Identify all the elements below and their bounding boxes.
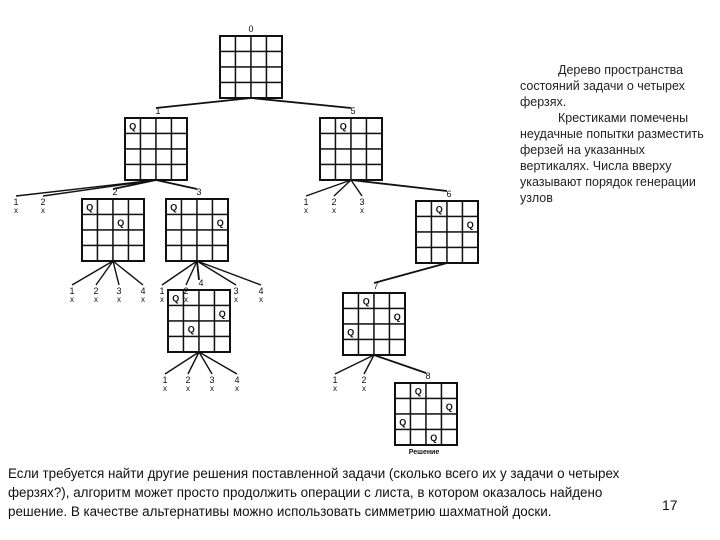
board-cell	[359, 324, 375, 340]
board-cell	[411, 430, 427, 446]
board-cell	[395, 383, 411, 399]
failure-x-mark: x	[117, 295, 121, 304]
board-cell	[82, 230, 98, 246]
failure-x-mark: x	[304, 206, 308, 215]
board-cell	[416, 248, 432, 264]
failure-x-mark: x	[259, 295, 263, 304]
board-cell	[220, 36, 236, 52]
board-cell	[172, 165, 188, 181]
board-node-8	[395, 371, 457, 456]
failure-x-mark: x	[234, 295, 238, 304]
board-cell	[320, 165, 336, 181]
board-cell	[463, 232, 479, 248]
board-cell	[367, 149, 383, 165]
tree-edge-0-5	[251, 98, 351, 108]
board-cell	[236, 83, 252, 99]
queen-piece: Q	[414, 386, 422, 397]
board-cell	[213, 230, 229, 246]
failure-column-label: 2	[40, 197, 46, 207]
board-cell	[213, 199, 229, 215]
board-cell	[82, 246, 98, 262]
board-cell	[199, 321, 215, 337]
queen-piece: Q	[393, 311, 401, 322]
board-cell	[215, 337, 231, 353]
board-cell	[182, 199, 198, 215]
node-label: 0	[248, 24, 254, 34]
board-cell	[113, 246, 129, 262]
failure-column-label: 2	[93, 286, 99, 296]
board-cell	[374, 293, 390, 309]
failure-column-label: 4	[258, 286, 264, 296]
board-cell	[98, 199, 114, 215]
failure-x-mark: x	[160, 295, 164, 304]
board-cell	[182, 215, 198, 231]
board-cell	[343, 293, 359, 309]
board-cell	[98, 246, 114, 262]
board-cell	[168, 337, 184, 353]
board-node-4	[168, 278, 230, 352]
queen-piece: Q	[170, 202, 178, 213]
board-cell	[156, 149, 172, 165]
board-node-6	[416, 189, 478, 263]
board-cell	[236, 52, 252, 68]
board-cell	[432, 248, 448, 264]
board-cell	[395, 430, 411, 446]
board-node-3	[166, 187, 228, 261]
board-cell	[166, 246, 182, 262]
board-cell	[251, 36, 267, 52]
board-cell	[351, 149, 367, 165]
board-cell	[447, 217, 463, 233]
board-cell	[267, 36, 283, 52]
failure-group-2	[69, 261, 145, 304]
board-cell	[113, 199, 129, 215]
failure-edge	[351, 180, 362, 196]
board-cell	[98, 215, 114, 231]
board-cell	[199, 337, 215, 353]
tree-edge-5-6	[351, 180, 447, 191]
failure-x-mark: x	[94, 295, 98, 304]
board-cell	[184, 306, 200, 322]
side-note-paragraph-1: Дерево пространства состояний задачи о четырех ферзях.	[520, 63, 685, 109]
board-cell	[125, 165, 141, 181]
board-cell	[251, 52, 267, 68]
node-label: 5	[350, 106, 356, 116]
board-cell	[426, 414, 442, 430]
board-cell	[156, 118, 172, 134]
board-cell	[320, 118, 336, 134]
board-cell	[156, 165, 172, 181]
board-cell	[359, 340, 375, 356]
tree-nodes	[82, 24, 478, 456]
tree-edge-0-1	[156, 98, 251, 108]
failure-x-mark: x	[332, 206, 336, 215]
board-cell	[197, 246, 213, 262]
board-cell	[82, 215, 98, 231]
node-label: 1	[155, 106, 161, 116]
board-cell	[98, 230, 114, 246]
failure-column-label: 1	[69, 286, 75, 296]
queen-piece: Q	[399, 417, 407, 428]
queen-piece: Q	[430, 432, 438, 443]
failure-x-mark: x	[41, 206, 45, 215]
failure-x-mark: x	[333, 384, 337, 393]
board-cell	[374, 324, 390, 340]
failure-x-mark: x	[70, 295, 74, 304]
board-node-1	[125, 106, 187, 180]
node-label: 2	[112, 187, 118, 197]
failure-edge	[72, 261, 113, 285]
board-cell	[320, 149, 336, 165]
board-cell	[267, 83, 283, 99]
board-node-0	[220, 24, 282, 98]
board-cell	[213, 246, 229, 262]
board-cell	[125, 149, 141, 165]
queen-piece: Q	[172, 293, 180, 304]
failure-column-label: 1	[162, 375, 168, 385]
board-cell	[447, 201, 463, 217]
board-cell	[168, 321, 184, 337]
board-node-5	[320, 106, 382, 180]
board-cell	[215, 290, 231, 306]
failure-column-label: 1	[303, 197, 309, 207]
failure-edge	[43, 180, 156, 196]
board-cell	[411, 399, 427, 415]
board-cell	[416, 201, 432, 217]
failure-edge	[335, 355, 374, 374]
board-cell	[199, 306, 215, 322]
failure-x-mark: x	[163, 384, 167, 393]
board-cell	[336, 165, 352, 181]
tree-edge-6-7	[374, 263, 447, 283]
failure-column-label: 1	[159, 286, 165, 296]
board-cell	[416, 217, 432, 233]
failure-group-4	[162, 352, 239, 393]
footer-text: Если требуется найти другие решения поставленной задачи (сколько всего их у задачи о четырех ферзях?), алгоритм может просто продолжить операции с листа, в котором оказалось найдено решение. В качестве альтернативы можно использовать симметрию шахматной доски.	[8, 466, 620, 519]
tree-edge-1-3	[156, 180, 197, 189]
node-label: 3	[196, 187, 202, 197]
side-note-paragraph-2: Крестиками помечены неудачные попытки разместить ферзей на указанных вертикалях. Числа вверху указывают порядок генерации узлов	[520, 111, 704, 205]
queen-piece: Q	[339, 121, 347, 132]
queen-piece: Q	[216, 217, 224, 228]
board-cell	[129, 230, 145, 246]
board-cell	[463, 201, 479, 217]
board-cell	[367, 134, 383, 150]
queen-piece: Q	[187, 324, 195, 335]
board-cell	[199, 290, 215, 306]
queen-piece: Q	[466, 219, 474, 230]
board-cell	[197, 215, 213, 231]
board-cell	[197, 199, 213, 215]
board-cell	[426, 399, 442, 415]
board-cell	[156, 134, 172, 150]
board-cell	[129, 199, 145, 215]
board-cell	[416, 232, 432, 248]
failure-x-mark: x	[362, 384, 366, 393]
failure-x-mark: x	[186, 384, 190, 393]
node-label: 4	[198, 278, 204, 288]
queen-piece: Q	[129, 121, 137, 132]
failure-x-mark: x	[360, 206, 364, 215]
board-cell	[236, 67, 252, 83]
queen-piece: Q	[435, 204, 443, 215]
board-cell	[220, 67, 236, 83]
board-cell	[220, 52, 236, 68]
node-label: 7	[373, 281, 379, 291]
board-cell	[390, 293, 406, 309]
failure-edge	[306, 180, 351, 196]
failure-x-mark: x	[14, 206, 18, 215]
queen-piece: Q	[362, 296, 370, 307]
board-cell	[359, 309, 375, 325]
board-cell	[267, 52, 283, 68]
node-label: 8	[425, 371, 431, 381]
board-cell	[351, 134, 367, 150]
board-cell	[447, 248, 463, 264]
board-cell	[197, 230, 213, 246]
board-cell	[141, 134, 157, 150]
failure-column-label: 2	[185, 375, 191, 385]
failure-column-label: 3	[359, 197, 365, 207]
failure-group-5	[303, 180, 364, 215]
board-cell	[215, 321, 231, 337]
failure-column-label: 4	[140, 286, 146, 296]
board-cell	[390, 340, 406, 356]
board-cell	[172, 118, 188, 134]
board-cell	[463, 248, 479, 264]
board-cell	[411, 414, 427, 430]
board-cell	[184, 337, 200, 353]
board-cell	[251, 67, 267, 83]
queen-piece: Q	[347, 327, 355, 338]
failure-group-7	[332, 355, 374, 393]
node-label: 6	[446, 189, 452, 199]
board-cell	[267, 67, 283, 83]
board-node-7	[343, 281, 405, 355]
board-cell	[141, 149, 157, 165]
board-cell	[168, 306, 184, 322]
board-cell	[395, 399, 411, 415]
board-cell	[182, 246, 198, 262]
failure-column-label: 4	[234, 375, 240, 385]
board-cell	[367, 118, 383, 134]
failure-x-mark: x	[235, 384, 239, 393]
board-cell	[442, 430, 458, 446]
failure-x-mark: x	[210, 384, 214, 393]
failure-column-label: 3	[116, 286, 122, 296]
failure-edge	[96, 261, 113, 285]
queen-piece: Q	[218, 308, 226, 319]
board-cell	[166, 215, 182, 231]
board-node-2	[82, 187, 144, 261]
queen-piece: Q	[117, 217, 125, 228]
board-cell	[336, 134, 352, 150]
board-cell	[367, 165, 383, 181]
failure-column-label: 2	[361, 375, 367, 385]
board-cell	[129, 215, 145, 231]
board-cell	[374, 340, 390, 356]
board-cell	[141, 118, 157, 134]
board-cell	[336, 149, 352, 165]
failure-column-label: 3	[209, 375, 215, 385]
board-cell	[390, 324, 406, 340]
board-cell	[172, 134, 188, 150]
board-cell	[351, 118, 367, 134]
failure-column-label: 2	[183, 286, 189, 296]
board-cell	[447, 232, 463, 248]
board-cell	[220, 83, 236, 99]
board-cell	[320, 134, 336, 150]
board-cell	[182, 230, 198, 246]
board-cell	[343, 340, 359, 356]
board-cell	[343, 309, 359, 325]
page-number: 17	[662, 497, 678, 513]
board-cell	[125, 134, 141, 150]
board-cell	[432, 217, 448, 233]
board-cell	[442, 383, 458, 399]
board-cell	[251, 83, 267, 99]
failure-column-label: 3	[233, 286, 239, 296]
board-cell	[236, 36, 252, 52]
failure-x-mark: x	[184, 295, 188, 304]
board-cell	[113, 230, 129, 246]
queen-piece: Q	[86, 202, 94, 213]
board-cell	[141, 165, 157, 181]
failure-x-mark: x	[141, 295, 145, 304]
board-cell	[426, 383, 442, 399]
board-cell	[351, 165, 367, 181]
failure-column-label: 1	[13, 197, 19, 207]
failure-column-label: 2	[331, 197, 337, 207]
failure-column-label: 1	[332, 375, 338, 385]
queen-piece: Q	[445, 401, 453, 412]
board-cell	[442, 414, 458, 430]
board-cell	[166, 230, 182, 246]
tree-edge-7-8	[374, 355, 426, 373]
board-cell	[432, 232, 448, 248]
board-cell	[172, 149, 188, 165]
solution-caption: Решение	[408, 449, 440, 456]
board-cell	[374, 309, 390, 325]
board-cell	[129, 246, 145, 262]
side-note	[520, 62, 716, 206]
